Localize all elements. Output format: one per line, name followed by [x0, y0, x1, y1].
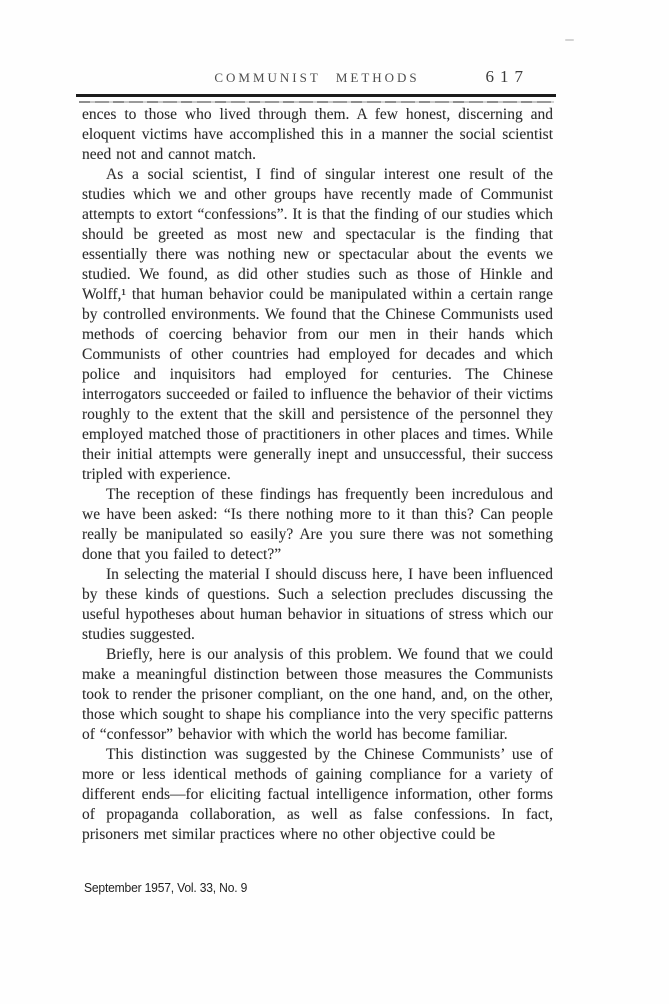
running-title: COMMUNIST METHODS — [214, 70, 420, 85]
body-paragraph: As a social scientist, I find of singular interest one result of the studies which we and other groups have recently made of Communist attempts to extort “confessions”. It is that the finding of our studies which should be greeted as most new and spectacular is the finding that essentially there was nothing new or spectacular about the events we studied. We found, as did other studies such as those of Hinkle and Wolff,¹ that human behavior could be manipulated within a certain range by controlled environments. We found that the Chinese Communists used methods of coercing behavior from our men in their hands which Communists of other countries had employed for decades and which police and inquisitors had employed for centuries. The Chinese interrogators succeeded or failed to influence the behavior of their victims roughly to the extent that the skill and persistence of the personnel they employed matched those of practitioners in other places and times. While their initial attempts were generally inept and unsuccessful, their success tripled with experience. — [82, 166, 553, 483]
header-rule-thick — [76, 94, 556, 97]
body-paragraph: The reception of these findings has frequently been incredulous and we have been asked: “Is there nothing more to it than this? Can people really be manipulated so easily? Are you sure there was not something done that you failed to detect?” — [82, 486, 553, 563]
scan-artifact-dash — [565, 39, 574, 41]
body-paragraph: This distinction was suggested by the Chinese Communists’ use of more or less identical methods of gaining compliance for a variety of different ends—for eliciting factual intelligence information, other forms of propaganda collaboration, as well as false confessions. In fact, prisoners met similar practices where no other objective could be — [82, 746, 553, 843]
body-paragraph: In selecting the material I should discuss here, I have been influenced by these kinds of questions. Such a selection precludes discussing the useful hypotheses about human behavior in situations of stress which our studies suggested. — [82, 566, 553, 643]
body-paragraph: Briefly, here is our analysis of this problem. We found that we could make a meaningful distinction between those measures the Communists took to render the prisoner compliant, on the one hand, and, on the other, those which sought to shape his compliance into the very specific patterns of “confessor” behavior with which the world has become familiar. — [82, 646, 553, 743]
article-body — [82, 105, 553, 845]
footer-citation: September 1957, Vol. 33, No. 9 — [84, 880, 248, 895]
page-number: 617 — [485, 67, 529, 86]
header-rule-thin — [79, 101, 554, 103]
body-paragraph: ences to those who lived through them. A few honest, discerning and eloquent victims have accomplished this in a manner the social scientist need not and cannot match. — [82, 106, 553, 163]
